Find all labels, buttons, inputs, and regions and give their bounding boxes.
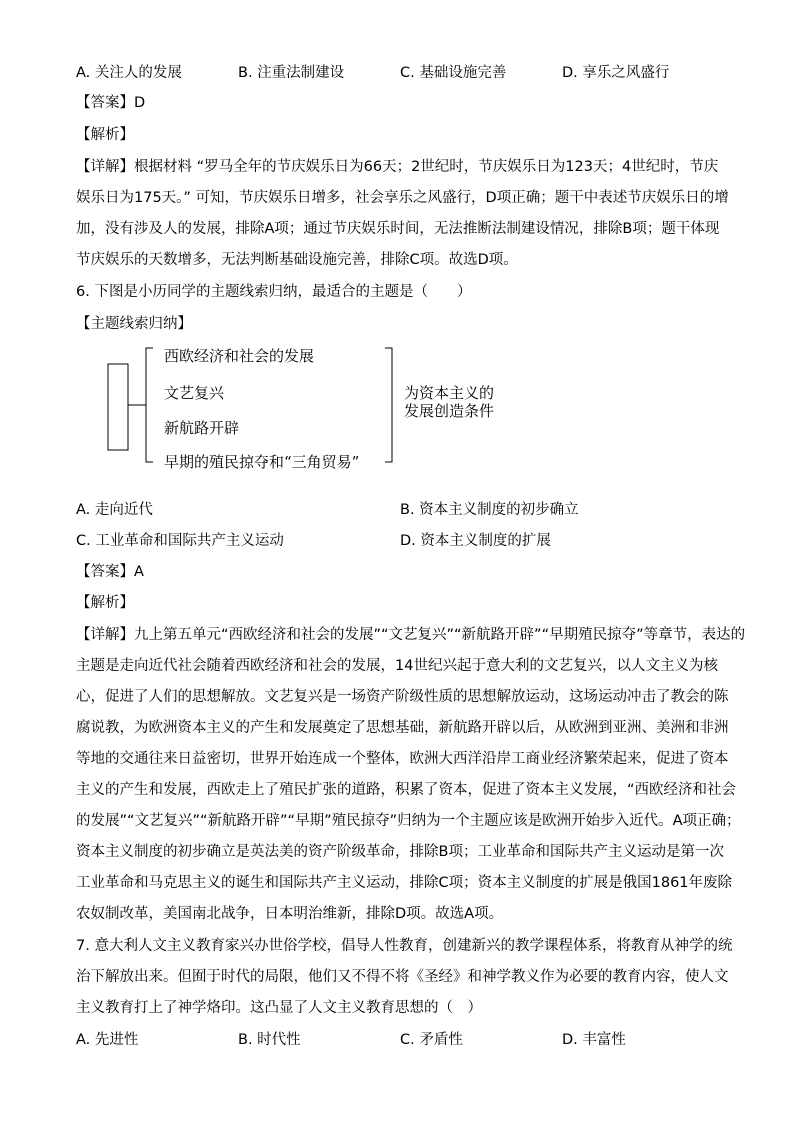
q5-analysis-label: 【解析】 [76,127,134,143]
q5-option-c: C. 基础设施完善 [400,65,507,81]
q6-option-d: D. 资本主义制度的扩展 [400,533,551,549]
q6-detail-line-9: 工业革命和马克思主义的诞生和国际共产主义运动，排除C项；资本主义制度的扩展是俄国1861年废除 [76,875,733,891]
q7-stem-line-2: 治下解放出来。但囿于时代的局限，他们又不得不将《圣经》和神学教义作为必要的教育内容，使人文 [76,969,729,985]
diagram-result-line-1: 为资本主义的 [404,384,495,402]
q5-option-b: B. 注重法制建设 [238,65,345,81]
q7-stem-line-3: 主义教育打上了神学烙印。这凸显了人文主义教育思想的（ ） [76,1000,482,1016]
q6-detail-line-7: 的发展”“文艺复兴”“新航路开辟”“早期”殖民掠夺”归纳为一个主题应该是欧洲开始步入近代。A项正确； [76,813,741,829]
q6-answer: 【答案】A [76,564,144,580]
diagram-item-2: 文艺复兴 [164,384,225,402]
q7-option-d: D. 丰富性 [562,1032,626,1048]
q5-option-d: D. 享乐之风盛行 [562,65,670,81]
q6-diagram-title: 【主题线索归纳】 [76,316,192,332]
q7-option-c: C. 矛盾性 [400,1032,463,1048]
q6-analysis-label: 【解析】 [76,595,134,611]
q6-detail-line-1: 【详解】九上第五单元“西欧经济和社会的发展”“文艺复兴”“新航路开辟”“早期殖民掠夺”等章节，表达的 [76,627,746,643]
q5-option-a: A. 关注人的发展 [76,65,182,81]
q6-detail-line-10: 农奴制改革，美国南北战争，日本明治维新，排除D项。故选A项。 [76,906,504,922]
q6-stem: 6. 下图是小历同学的主题线索归纳，最适合的主题是（ ） [76,284,472,300]
q6-detail-line-5: 等地的交通往来日益密切，世界开始连成一个整体，欧洲大西洋沿岸工商业经济繁荣起来，促进了资本 [76,751,729,767]
diagram-box [108,364,128,450]
q5-detail-line-3: 加，没有涉及人的发展，排除A项；通过节庆娱乐时间，无法推断法制建设情况，排除B项；题干体现 [76,221,720,237]
diagram-item-3: 新航路开辟 [164,419,240,437]
diagram-result-line-2: 发展创造条件 [404,402,495,420]
q6-detail-line-4: 腐说教，为欧洲资本主义的产生和发展奠定了思想基础，新航路开辟以后，从欧洲到亚洲、美洲和非洲 [76,720,729,736]
q5-detail-line-2: 娱乐日为175天。” 可知，节庆娱乐日增多，社会享乐之风盛行，D项正确；题干中表述节庆娱乐日的增 [76,190,729,206]
q6-option-a: A. 走向近代 [76,502,153,518]
q6-option-b: B. 资本主义制度的初步确立 [400,502,579,518]
q7-option-b: B. 时代性 [238,1032,301,1048]
diagram-right-bracket [385,348,392,462]
q6-option-c: C. 工业革命和国际共产主义运动 [76,533,284,549]
q7-stem-line-1: 7. 意大利人文主义教育家兴办世俗学校，倡导人性教育，创建新兴的教学课程体系，将教育从神学的统 [76,938,733,954]
q5-detail-line-4: 节庆娱乐的天数增多，无法判断基础设施完善，排除C项。故选D项。 [76,252,518,268]
q6-detail-line-8: 资本主义制度的初步确立是英法美的资产阶级革命，排除B项；工业革命和国际共产主义运动是第一次 [76,844,724,860]
diagram-item-1: 西欧经济和社会的发展 [164,347,315,365]
q5-answer: 【答案】D [76,95,146,111]
diagram-left-bracket [146,348,153,462]
q5-detail-line-1: 【详解】根据材料 “罗马全年的节庆娱乐日为66天；2世纪时，节庆娱乐日为123天；4世纪时，节庆 [76,159,719,175]
q7-option-a: A. 先进性 [76,1032,139,1048]
q6-detail-line-6: 主义的产生和发展，西欧走上了殖民扩张的道路，积累了资本，促进了资本主义发展，“西欧经济和社会 [76,782,737,798]
q6-detail-line-3: 心，促进了人们的思想解放。文艺复兴是一场资产阶级性质的思想解放运动，这场运动冲击了教会的陈 [76,689,729,705]
diagram-item-4: 早期的殖民掠夺和“三角贸易” [164,453,360,471]
theme-clue-diagram [100,340,520,470]
q6-detail-line-2: 主题是走向近代社会随着西欧经济和社会的发展，14世纪兴起于意大利的文艺复兴，以人文主义为核 [76,658,718,674]
